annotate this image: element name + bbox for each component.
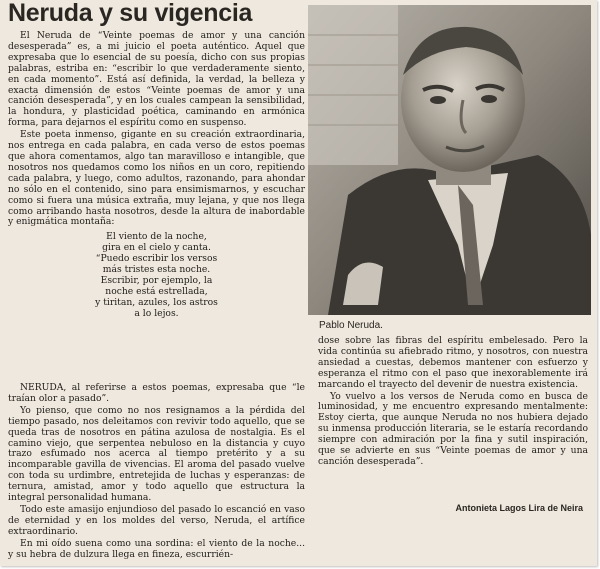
photo-caption: Pablo Neruda.	[319, 320, 383, 331]
poem-line: y tiritan, azules, los astros	[95, 296, 218, 308]
paragraph: NERUDA, al referirse a estos poemas, expresaba que “le traían olor a pasado”.	[8, 382, 305, 404]
paragraph: En mi oído suena como una sordina: el viento de la noche... y su hebra de dulzura llega en fineza, escurrién-	[8, 537, 305, 560]
poem-quote	[8, 232, 305, 319]
paragraph: Yo vuelvo a los versos de Neruda como en busca de luminosidad, y me encuentro expresando mentalmente: Estoy cierta, que aunque Neruda no nos hubiera dejado su inmensa producción literaria, se le estaría recordando siempre con admiración por la fina y sutil inspiración, que se advierte en sus “Veinte poemas de amor y una canción desesperada”.	[318, 390, 588, 467]
poem-line: “Puedo escribir los versos	[95, 253, 218, 265]
poem-line: a lo lejos.	[134, 307, 179, 319]
poem-line: gira en el cielo y canta.	[102, 242, 211, 254]
paragraph: Este poeta inmenso, gigante en su creación extraordinaria, nos entrega en cada palabra, en cada verso de estos poemas que ahora comentamos, algo tan maravilloso e intangible, que nosotros nos quedamos como los niños en un coro, repitiendo cada palabra, y luego, como adultos, razonando, para ahondar no sólo en el contenido, sino para ensimismarnos, y escuchar como si fuera una música extraña, muy lejana, y que nos llega como arribando hasta nosotros, desde la altura de inabordable y enigmática montaña:	[8, 129, 305, 228]
author-signature: Antonieta Lagos Lira de Neira	[455, 503, 583, 513]
poem-line: noche está estrellada,	[105, 285, 208, 297]
paragraph: Yo pienso, que como no nos resignamos a la pérdida del tiempo pasado, nos deleitamos con revivir todo aquello, que se queda tras de nosotros en pátina azulosa de nostalgia. Es el camino viejo, que serpentea nebuloso en la distancia y cuyo trazo esfumado nos acerca al tiempo pretérito y a su incomparable gavilla de vivencias. El aroma del pasado vuelve con toda su urdimbre, entretejida de luchas y esperanzas: de ternura, amistad, amor y todo aquello que estructura la integral personalidad humana.	[8, 404, 305, 504]
poem-line: El viento de la noche,	[106, 231, 207, 243]
paragraph: Todo este amasijo enjundioso del pasado lo escanció en vaso de eternidad y en los moldes del verso, Neruda, el artífice extraordinario.	[8, 503, 305, 537]
neruda-photo	[308, 5, 591, 315]
article-column-2	[8, 383, 305, 562]
portrait-illustration	[308, 5, 591, 315]
poem-line: Escribir, por ejemplo, la	[100, 274, 213, 286]
article-column-3	[318, 336, 588, 469]
paragraph: El Neruda de “Veinte poemas de amor y una canción desesperada” es, a mi juicio el poeta auténtico. Aquel que expresaba que lo esencial de su poesía, dicho con sus propias palabras, estriba en: “escribir lo que verdaderamente siento, en cada momento”. Está así definida, la verdad, la belleza y exacta dimensión de estos “Veinte poemas de amor y una canción desesperada”, y en los cuales campean la sensibilidad, la hondura, y plasticidad poética, caminando en armónica forma, para dejarnos el espíritu como en suspenso.	[8, 30, 305, 129]
poem-line: más tristes esta noche.	[102, 264, 211, 276]
paragraph: dose sobre las fibras del espíritu embelesado. Pero la vida continúa su afiebrado ritmo, y nosotros, con nuestra ansiedad a cuestas, debemos mantener con esfuerzo y esperanza el ritmo con el paso que inexorablemente irá marcando el trayecto del devenir de nuestra existencia.	[318, 335, 588, 390]
article-title: Neruda y su vigencia	[8, 0, 253, 27]
article-column-1	[8, 31, 305, 324]
